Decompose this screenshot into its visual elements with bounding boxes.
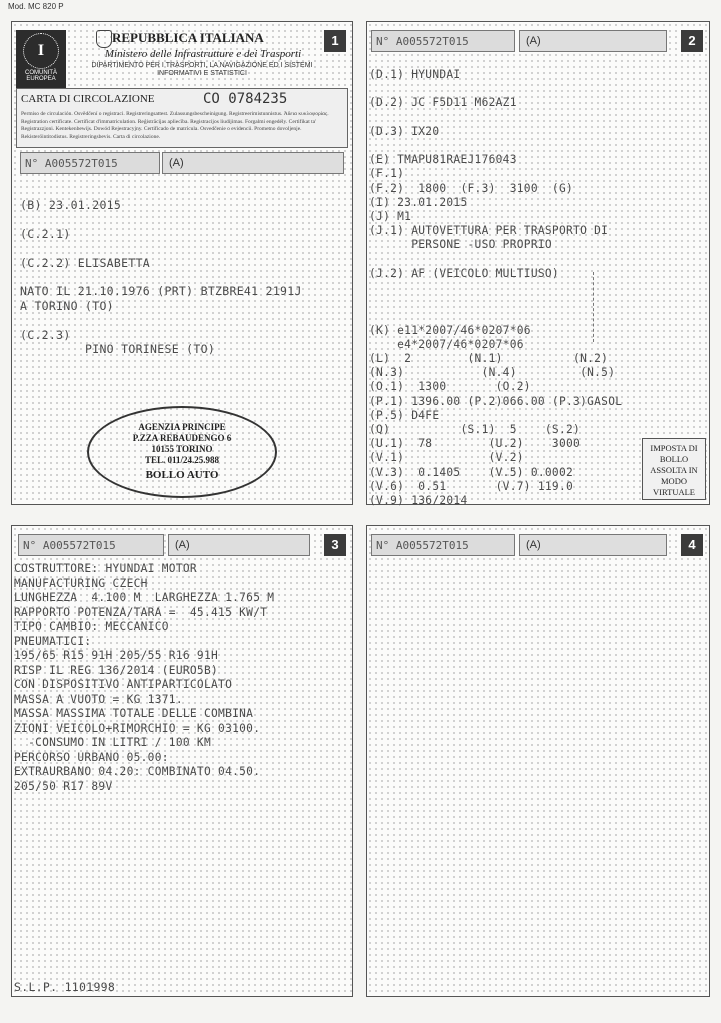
text-line (369, 281, 622, 295)
text-line (369, 309, 622, 323)
text-line: (I) 23.01.2015 (369, 195, 468, 209)
field-a: (A) (168, 534, 310, 556)
text-line: (D.1) HYUNDAI (369, 68, 461, 81)
document-title-box (16, 88, 348, 148)
text-line: (K) e11*2007/46*0207*06 (369, 323, 531, 337)
text-line: PERSONE -USO PROPRIO (369, 238, 552, 252)
text-line (369, 82, 622, 96)
page-number-1: 1 (324, 30, 346, 52)
eu-stars-icon: I (23, 33, 59, 69)
field-a: (A) (162, 152, 344, 174)
text-line: MASSA MASSIMA TOTALE DELLE COMBINA (14, 707, 254, 720)
text-line (369, 139, 622, 153)
text-line: PERCORSO URBANO 05.00: (14, 750, 169, 764)
text-line (369, 253, 622, 267)
dashed-line (593, 272, 594, 342)
text-line: (O.1) 1300 (O.2) (369, 380, 531, 394)
serial-number-field: N° A005572T015 (371, 534, 515, 556)
stamp-line-1: AGENZIA PRINCIPE (138, 422, 226, 432)
text-line: (J.1) AUTOVETTURA PER TRASPORTO DI (369, 224, 609, 238)
stamp-line-4: TEL. 011/24.25.988 (144, 455, 219, 465)
text-line: (C.2.3) (20, 327, 71, 342)
serial-number-field: N° A005572T015 (18, 534, 164, 556)
text-line: TIPO CAMBIO: MECCANICO (14, 620, 169, 633)
stamp-line-5: BOLLO AUTO (145, 469, 219, 481)
text-line: 195/65 R15 91H 205/55 R16 91H (14, 649, 219, 662)
document-title: CARTA DI CIRCOLAZIONE (21, 93, 155, 105)
page-2-panel (366, 21, 710, 508)
text-line: RISP IL REG 136/2014 (EURO5B) (14, 663, 219, 677)
page-1-panel (11, 21, 353, 505)
text-line: 205/50 R17 89V (14, 779, 113, 793)
ministry-title: Ministero delle Infrastrutture e dei Trasporti (104, 48, 302, 60)
stamp-line-3: 10155 TORINO (151, 444, 213, 454)
vehicle-data-text (369, 68, 622, 508)
text-line: MASSA A VUOTO = KG 1371. (14, 692, 183, 706)
text-line: (C.2.2) ELISABETTA (20, 255, 151, 270)
text-line: e4*2007/46*0207*06 (369, 337, 524, 351)
text-line: MANUFACTURING CZECH (14, 576, 148, 590)
text-line: A TORINO (TO) (20, 298, 114, 313)
holder-data-text (20, 198, 302, 356)
stamp-duty-box: IMPOSTA DI BOLLO ASSOLTA IN MODO VIRTUALE (642, 438, 706, 500)
technical-notes-text (14, 562, 274, 794)
document-code: CO 0784235 (203, 91, 288, 107)
text-line: NATO IL 21.10.1976 (PRT) BTZBRE41 2191J (20, 284, 302, 299)
text-line (20, 270, 302, 284)
republic-title: REPUBBLICA ITALIANA (112, 30, 264, 45)
eu-label: COMUNITÀ EUROPEA (25, 70, 57, 82)
text-line (369, 111, 622, 125)
text-line: (Q) (S.1) 5 (S.2) (369, 423, 581, 437)
text-line: (V.3) 0.1405 (V.5) 0.0002 (369, 465, 574, 479)
text-line: ZIONI VEICOLO+RIMORCHIO = KG 03100. (14, 721, 261, 735)
text-line: (C.2.1) (20, 226, 71, 241)
text-line: (D.2) JC F5D11 M62AZ1 (369, 96, 517, 110)
text-line: (V.1) (V.2) (369, 451, 524, 465)
italian-emblem-icon (96, 30, 112, 48)
text-line: PNEUMATICI: (14, 634, 92, 648)
form-code: Mod. MC 820 P (8, 2, 64, 11)
field-a: (A) (519, 30, 667, 52)
text-line: (E) TMAPU81RAEJ176043 (369, 153, 517, 167)
text-line: COSTRUTTORE: HYUNDAI MOTOR (14, 562, 197, 575)
department-title: DIPARTIMENTO PER I TRASPORTI, LA NAVIGAZIONE ED I SISTEMI INFORMATIVI E STATISTICI (91, 62, 313, 77)
agency-stamp (87, 406, 277, 498)
text-line: (P.1) 1396.00 (P.2)066.00 (P.3)GASOL (369, 394, 623, 408)
text-line: (B) 23.01.2015 (20, 198, 122, 212)
text-line: PINO TORINESE (TO) (20, 342, 216, 357)
page-4-panel (366, 525, 710, 997)
text-line: (U.1) 78 (U.2) 3000 (369, 437, 581, 451)
page-number-2: 2 (681, 30, 703, 52)
text-line: (P.5) D4FE (369, 408, 440, 422)
text-line: (J) M1 (369, 210, 412, 224)
text-line (369, 295, 622, 309)
text-line: (L) 2 (N.1) (N.2) (369, 352, 609, 366)
text-line: EXTRAURBANO 04.20: COMBINATO 04.50. (14, 765, 261, 778)
page-3-panel (11, 525, 353, 997)
eu-flag-logo (16, 30, 66, 88)
stamp-line-2: P.ZZA REBAUDENGO 6 (132, 433, 232, 443)
footer-code: S.L.P. 1101998 (14, 980, 116, 994)
text-line: (V.9) 136/2014 (369, 494, 468, 508)
page-number-4: 4 (681, 534, 703, 556)
text-line: (D.3) IX20 (369, 124, 440, 138)
text-line: -CONSUMO IN LITRI / 100 KM (14, 736, 211, 749)
text-line (20, 212, 302, 226)
text-line: RAPPORTO POTENZA/TARA = 45.415 KW/T (14, 605, 268, 619)
text-line: (J.2) AF (VEICOLO MULTIUSO) (369, 266, 559, 280)
text-line: (F.2) 1800 (F.3) 3100 (G) (369, 181, 574, 195)
text-line (20, 241, 302, 255)
page-number-3: 3 (324, 534, 346, 556)
text-line: (F.1) (369, 167, 405, 181)
text-line: LUNGHEZZA 4.100 M LARGHEZZA 1.765 M (14, 591, 275, 604)
document-translations: Permiso de circulación. Osvědčení o registraci. Registreringsattest. Zulassungsbescheinigung. Registreerimistunnistus. Άδεια κυκλοφορίας. Registration certificate. Certificat d'immatriculation. Reģistrācijas apliecība. Registracijos liudijimas. Forgalmi engedély. Certifikat ta' Registrazzjoni. Kentekenbewijs. Dowód Rejestracyjny. Certificado de matrícula. Osvedčenie o evidencii. Prometno dovoljenje. Rekisteröintitodistus. Registreringsbevis. Carta di circolazione. (21, 111, 329, 140)
serial-number-field: N° A005572T015 (371, 30, 515, 52)
field-a: (A) (519, 534, 667, 556)
text-line (20, 313, 302, 327)
text-line: CON DISPOSITIVO ANTIPARTICOLATO (14, 678, 233, 691)
serial-number-field: N° A005572T015 (20, 152, 160, 174)
text-line: (V.6) 0.51 (V.7) 119.0 (369, 479, 574, 493)
text-line: (N.3) (N.4) (N.5) (369, 366, 616, 380)
